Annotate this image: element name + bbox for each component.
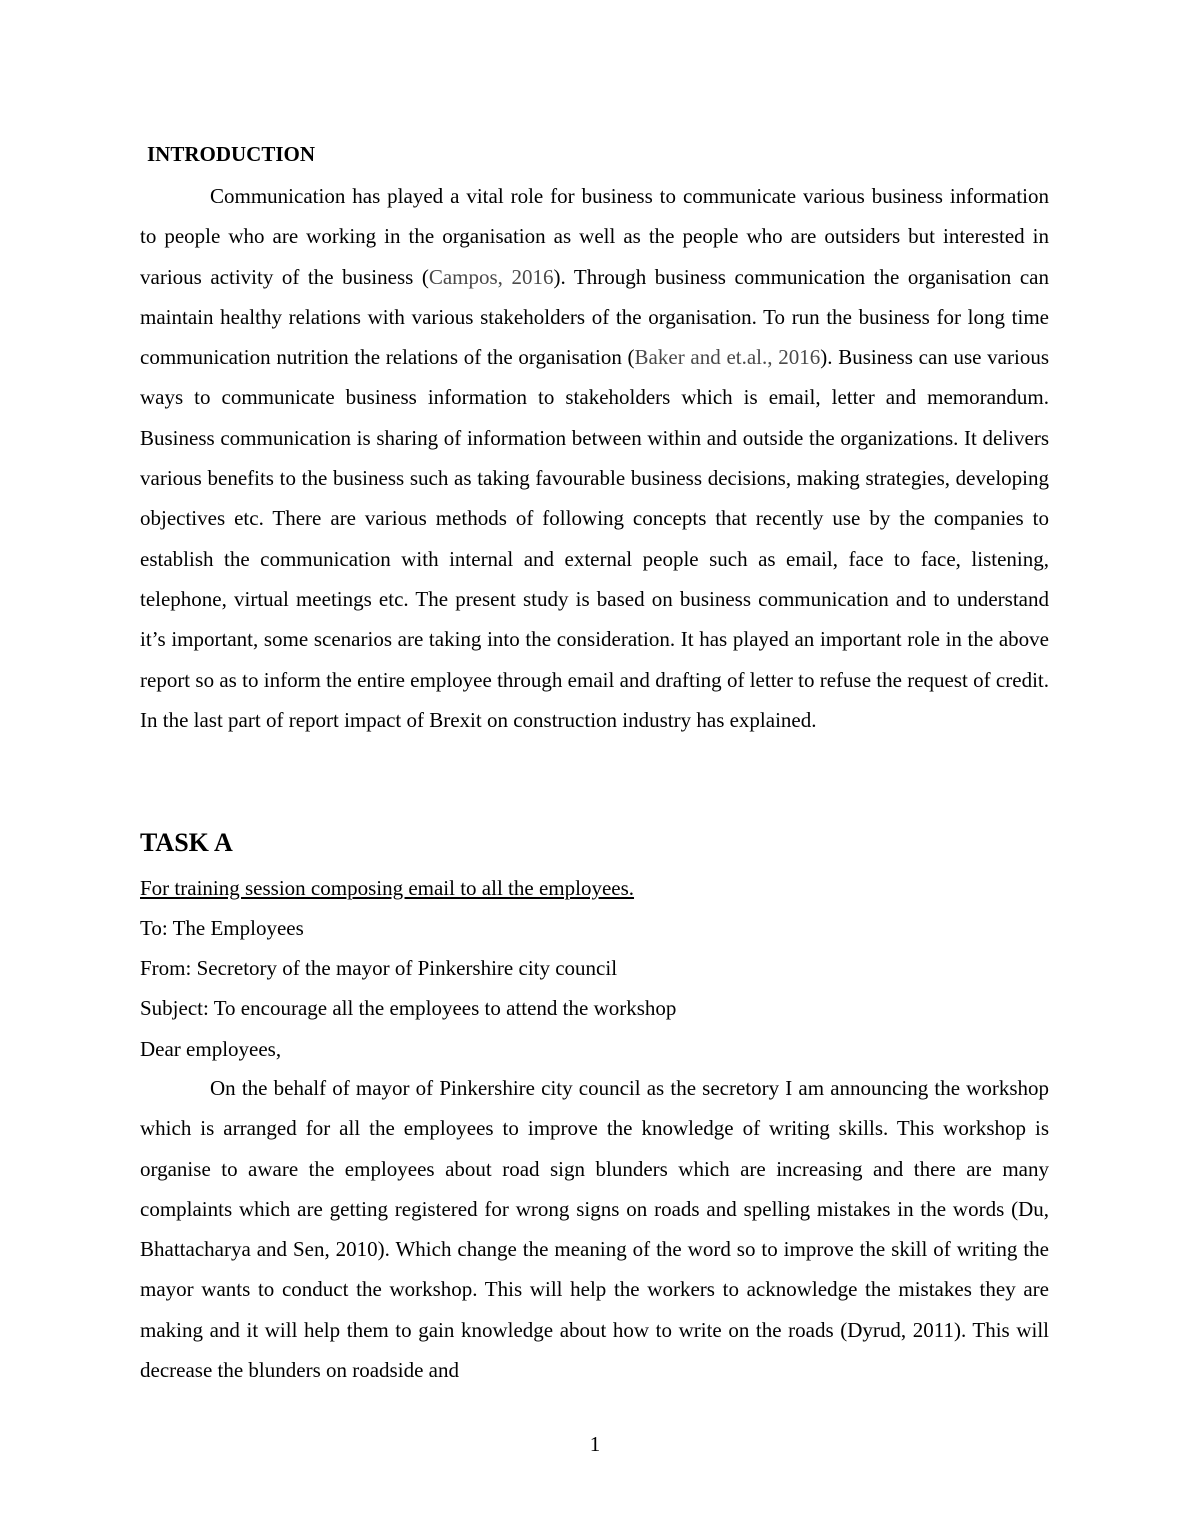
email-to-line: To: The Employees [140, 916, 304, 940]
page-number: 1 [589, 1432, 601, 1456]
email-greeting: Dear employees, [140, 1037, 282, 1061]
intro-text-part-2: ). Through business communication the organisation can maintain healthy relations with various stakeholders of the organisation. To run the business for long time communication nutrition the relations of the organisation ( [140, 264, 1049, 370]
task-a-heading: TASK A [140, 828, 233, 857]
email-from-line: From: Secretory of the mayor of Pinkershire city council [140, 956, 618, 980]
introduction-heading: INTRODUCTION [147, 142, 316, 166]
introduction-paragraph [140, 176, 1049, 740]
citation-baker: Baker and et.al., 2016 [634, 345, 821, 370]
email-title: For training session composing email to all the employees. [140, 876, 635, 900]
email-subject-line: Subject: To encourage all the employees to attend the workshop [140, 996, 677, 1020]
email-body-paragraph: On the behalf of mayor of Pinkershire city council as the secretory I am announcing the workshop which is arranged for all the employees to improve the knowledge of writing skills. This workshop is organise to aware the employees about road sign blunders which are increasing and there are many complaints which are getting registered for wrong signs on roads and spelling mistakes in the words (Du, Bhattacharya and Sen, 2010). Which change the meaning of the word so to improve the skill of writing the mayor wants to conduct the workshop. This will help the workers to acknowledge the mistakes they are making and it will help them to gain knowledge about how to write on the roads (Dyrud, 2011). This will decrease the blunders on roadside and [140, 1076, 1049, 1383]
intro-text-part-1: Communication has played a vital role for business to communicate various business information to people who are working in the organisation as well as the people who are outsiders but interested in various activity of the business ( [140, 184, 1049, 289]
citation-campos: Campos, 2016 [428, 264, 554, 289]
intro-text-part-3: ). Business can use various ways to communicate business information to stakeholders which is email, letter and memorandum. Business communication is sharing of information between within and outside the organizations. It delivers various benefits to the business such as taking favourable business decisions, making strategies, developing objectives etc. There are various methods of following concepts that recently use by the companies to establish the communication with internal and external people such as email, face to face, listening, telephone, virtual meetings etc. The present study is based on business communication and to understand it’s important, some scenarios are taking into the consideration. It has played an important role in the above report so as to inform the entire employee through email and drafting of letter to refuse the request of credit. In the last part of report impact of Brexit on construction industry has explained. [140, 345, 1049, 732]
